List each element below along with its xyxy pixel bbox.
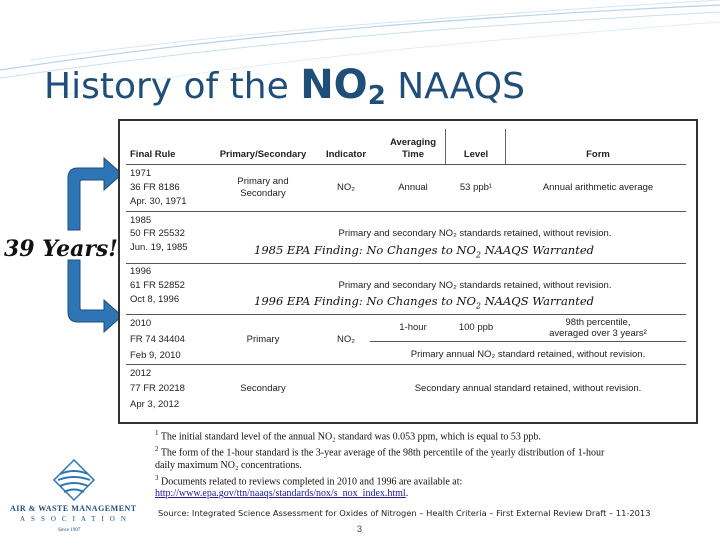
row-2012-year: 2012 — [130, 368, 152, 379]
row-1971-year: 1971 — [130, 168, 152, 179]
row-2012-ps: Secondary — [240, 383, 286, 394]
row-2010-note: Primary annual NO₂ standard retained, without revision. — [410, 349, 646, 360]
title-chemical: $NO_2$ — [300, 62, 386, 111]
header-final-rule: Final Rule — [130, 149, 176, 160]
row-1996-note: Primary and secondary NO₂ standards retained, without revision. — [338, 280, 612, 291]
row-2010-ps: Primary — [246, 334, 280, 345]
footnote-2a: $^2$ The form of the 1-hour standard is the 3-year average of the 98th percentile of the yearly distribution of 1-hour — [155, 445, 605, 459]
footnote-link[interactable]: http://www.epa.gov/ttn/naaqs/standards/nox/s_nox_index.html — [155, 487, 406, 499]
page-number: 3 — [357, 524, 363, 534]
row-1971-indicator: NO₂ — [337, 182, 355, 193]
header-averaging-time-2: Time — [401, 149, 424, 160]
header-indicator: Indicator — [325, 149, 367, 160]
row-1996-fr: 61 FR 52852 — [130, 280, 185, 291]
row-2010-form-2: averaged over 3 years² — [549, 328, 647, 339]
row-1996-date: Oct 8, 1996 — [130, 294, 180, 305]
row-1985-note: Primary and secondary NO₂ standards retained, without revision. — [338, 228, 612, 239]
header-form: Form — [586, 149, 610, 160]
row-divider — [370, 341, 686, 342]
naaqs-history-table — [118, 119, 698, 424]
row-1971-avg: Annual — [398, 182, 428, 193]
footnote-1: $^1$ The initial standard level of the annual NO₂ standard was 0.053 ppm, which is equal to 53 ppb. — [155, 429, 541, 443]
row-2010-avg: 1-hour — [399, 322, 427, 333]
row-2012-date: Apr 3, 2012 — [130, 399, 180, 410]
row-2010-form-1: 98th percentile, — [565, 317, 631, 328]
header-level: Level — [463, 149, 489, 160]
row-2010-fr: FR 74 34404 — [130, 334, 185, 345]
finding-1985: 1985 EPA Finding: No Changes to $NO_2$ NAAQS Warranted — [254, 243, 594, 260]
row-1971-ps-1: Primary and — [237, 176, 289, 187]
row-divider — [126, 211, 686, 212]
row-1971-fr: 36 FR 8186 — [130, 182, 180, 193]
row-2010-year: 2010 — [130, 318, 152, 329]
logo-since: Since 1907 — [58, 528, 81, 533]
row-divider — [126, 263, 686, 264]
row-2010-date: Feb 9, 2010 — [130, 350, 181, 361]
row-1971-date: Apr. 30, 1971 — [130, 196, 187, 207]
footnote-2b: daily maximum NO₂ concentrations. — [155, 459, 302, 471]
footnote-3: $^3$ Documents related to reviews completed in 2010 and 1996 are available at: — [155, 473, 463, 487]
logo-line-2: ASSOCIATION — [20, 515, 132, 523]
header-divider — [505, 129, 506, 165]
header-divider — [445, 129, 446, 165]
row-2012-note: Secondary annual standard retained, without revision. — [414, 383, 642, 394]
footnotes: $^1$ The initial standard level of the annual NO₂ standard was 0.053 ppm, which is equal to 53 ppb. $^2$ The form of the 1-hour standard is the 3-year average of the 98th percentile of the yearly distribution of 1-hour daily maximum NO₂ concentrations. $^3$ Documents related to reviews completed in 2010 and 1996 are available at: http://www.epa.gov/ttn/naaqs/standards/nox/s_nox_index.html. — [155, 429, 605, 499]
row-1971-level: 53 ppb¹ — [459, 182, 493, 193]
header-averaging-time-1: Averaging — [389, 137, 437, 148]
finding-1996: 1996 EPA Finding: No Changes to $NO_2$ NAAQS Warranted — [254, 294, 594, 311]
row-1985-date: Jun. 19, 1985 — [130, 242, 188, 253]
header-primary-secondary: Primary/Secondary — [219, 149, 307, 160]
page-title: History of the $NO_2$ NAAQS — [44, 62, 525, 111]
source-citation: Source: Integrated Science Assessment for Oxides of Nitrogen – Health Criteria – First External Review Draft – 11-2013 — [158, 508, 651, 518]
row-1971-form: Annual arithmetic average — [542, 182, 654, 193]
row-1985-fr: 50 FR 25532 — [130, 228, 185, 239]
row-1996-year: 1996 — [130, 266, 152, 277]
years-label: 39 Years! — [4, 236, 118, 262]
row-2010-indicator: NO₂ — [337, 334, 355, 345]
row-2010-level: 100 ppb — [458, 322, 494, 333]
awma-logo-icon — [8, 458, 138, 538]
row-divider — [126, 314, 686, 315]
row-1971-ps-2: Secondary — [240, 188, 286, 199]
row-2012-fr: 77 FR 20218 — [130, 383, 185, 394]
row-divider — [126, 364, 686, 365]
row-1985-year: 1985 — [130, 215, 152, 226]
logo-line-1: AIR & WASTE MANAGEMENT — [10, 504, 137, 513]
row-divider — [126, 164, 686, 165]
